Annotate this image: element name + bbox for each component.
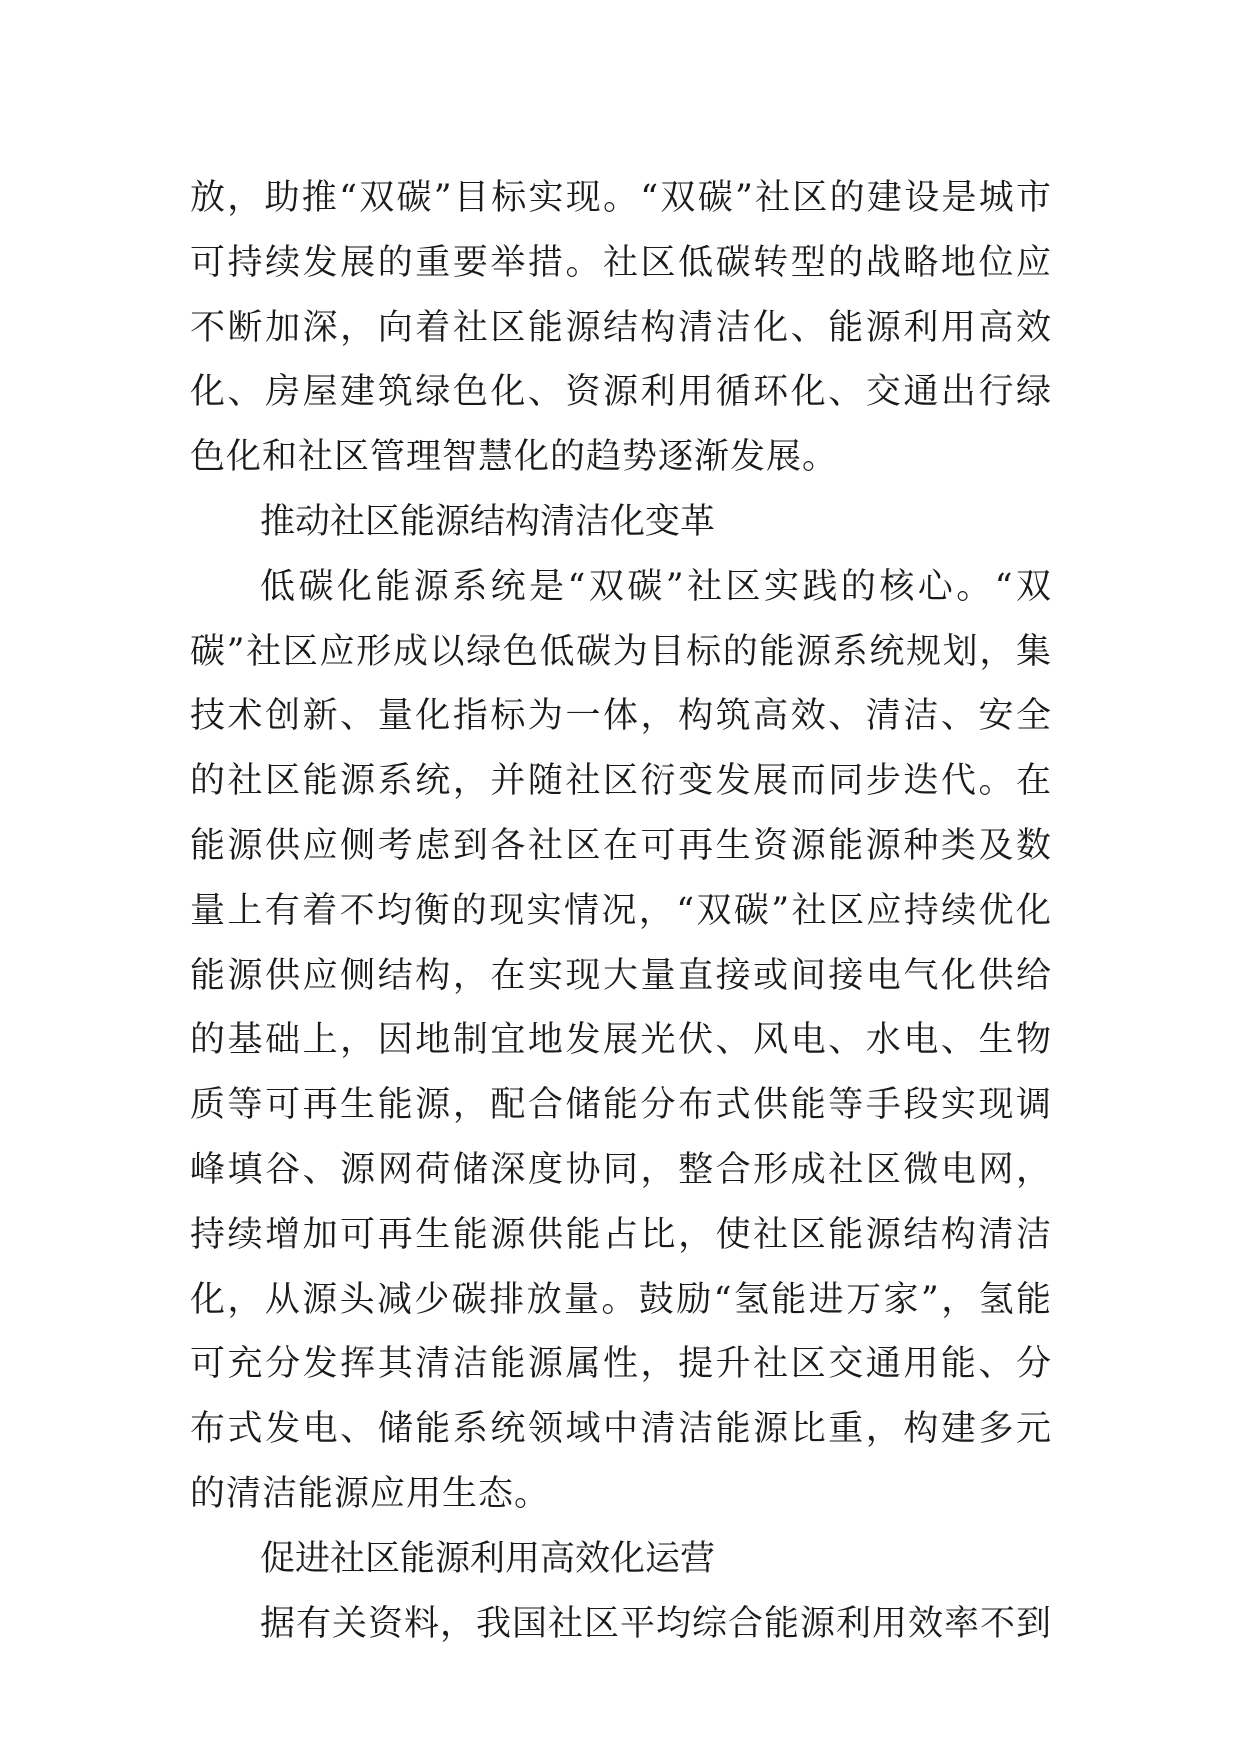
section-heading-efficiency: 促进社区能源利用高效化运营 bbox=[260, 1538, 716, 1579]
paragraph-energy-efficiency: 据有关资料，我国社区平均综合能源利用效率不到 bbox=[260, 1603, 1053, 1644]
section-heading-clean-energy: 推动社区能源结构清洁化变革 bbox=[260, 501, 716, 542]
paragraph-continuation: 放，助推“双碳”目标实现。“双碳”社区的建设是城市可持续发展的重要举措。社区低碳转型的战略地位应不断加深，向着社区能源结构清洁化、能源利用高效化、房屋建筑绿色化、资源利用循环化、交通出行绿色化和社区管理智慧化的趋势逐渐发展。 bbox=[190, 178, 1052, 478]
paragraph-low-carbon-energy-system: 低碳化能源系统是“双碳”社区实践的核心。“双碳”社区应形成以绿色低碳为目标的能源系统规划，集技术创新、量化指标为一体，构筑高效、清洁、安全的社区能源系统，并随社区衍变发展而同步迭代。在能源供应侧考虑到各社区在可再生资源能源种类及数量上有着不均衡的现实情况，“双碳”社区应持续优化能源供应侧结构，在实现大量直接或间接电气化供给的基础上，因地制宜地发展光伏、风电、水电、生物质等可再生能源，配合储能分布式供能等手段实现调峰填谷、源网荷储深度协同，整合形成社区微电网，持续增加可再生能源供能占比，使社区能源结构清洁化，从源头减少碳排放量。鼓励“氢能进万家”，氢能可充分发挥其清洁能源属性，提升社区交通用能、分布式发电、储能系统领域中清洁能源比重，构建多元的清洁能源应用生态。 bbox=[190, 566, 1052, 1514]
document-body bbox=[190, 166, 1052, 1656]
